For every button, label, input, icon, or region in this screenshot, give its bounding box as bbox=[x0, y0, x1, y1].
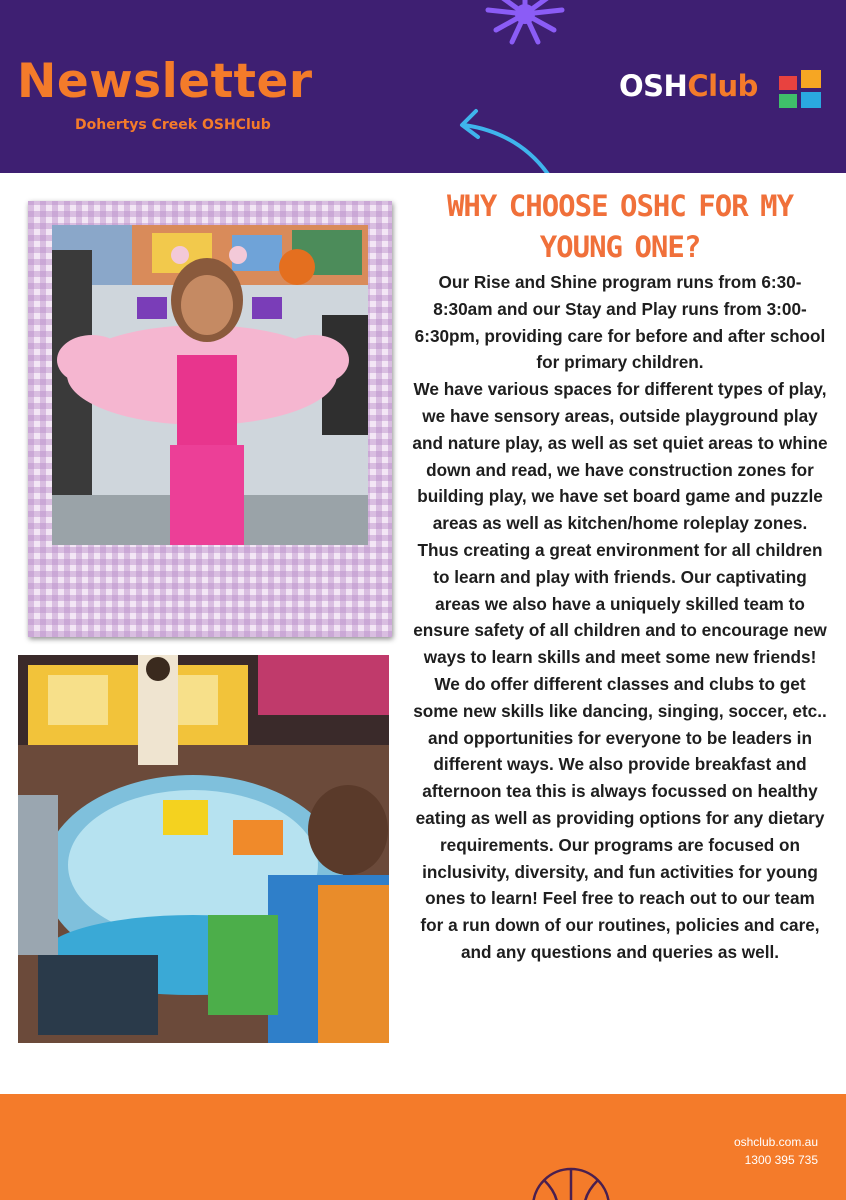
starburst-icon bbox=[470, 0, 580, 50]
curved-arrow-icon bbox=[450, 105, 560, 173]
child-costume-photo bbox=[52, 225, 368, 545]
article-headline bbox=[418, 186, 822, 268]
body-paragraph-programs: Our Rise and Shine program runs from 6:30-8:30am and our Stay and Play runs from 3:00-6:30pm, providing care for before and after school for primary children. bbox=[414, 272, 826, 373]
body-paragraph-spaces: We have various spaces for different types of play, we have sensory areas, outside playground play and nature play, as well as set quiet areas to whine down and read, we have construction zones for building play, we have set board game and puzzle areas as well as kitchen/home roleplay zones. Thus creating a great environment for all children to learn and play with friends. Our captivating areas we also have a uniquely skilled team to ensure safety of all children and to encourage new ways to learn skills and meet some new friends! We do offer different classes and clubs to get some new skills like dancing, singing, soccer, etc.. and opportunities for everyone to be leaders in different ways. We also provide breakfast and afternoon tea this is always focussed on healthy eating as well as providing options for any dietary requirements. Our programs are focused on inclusivity, diversity, and fun activities for young ones to learn! Feel free to reach out to our team for a run down of our routines, policies and care, and any questions and queries as well. bbox=[412, 379, 828, 962]
headline-line-2: YOUNG ONE? bbox=[539, 230, 701, 264]
headline-line-1: WHY CHOOSE OSHC FOR MY bbox=[446, 189, 794, 223]
page-header bbox=[0, 0, 846, 173]
website-link[interactable]: oshclub.com.au bbox=[733, 1135, 818, 1149]
gingham-photo-frame bbox=[28, 201, 392, 637]
brand-osh: OSH bbox=[619, 69, 688, 103]
article-body bbox=[412, 269, 828, 966]
brand-club: Club bbox=[687, 69, 758, 103]
newsletter-title: Newsletter bbox=[17, 54, 313, 109]
brand-wordmark bbox=[619, 69, 758, 103]
newsletter-subtitle: Dohertys Creek OSHClub bbox=[75, 117, 271, 133]
basketball-icon bbox=[526, 1162, 616, 1200]
phone-number: 1300 395 735 bbox=[744, 1153, 818, 1167]
oshclub-logo-icon bbox=[779, 70, 821, 108]
arcade-game-photo bbox=[18, 655, 389, 1043]
contact-info bbox=[734, 1133, 818, 1169]
page-footer bbox=[0, 1094, 846, 1200]
